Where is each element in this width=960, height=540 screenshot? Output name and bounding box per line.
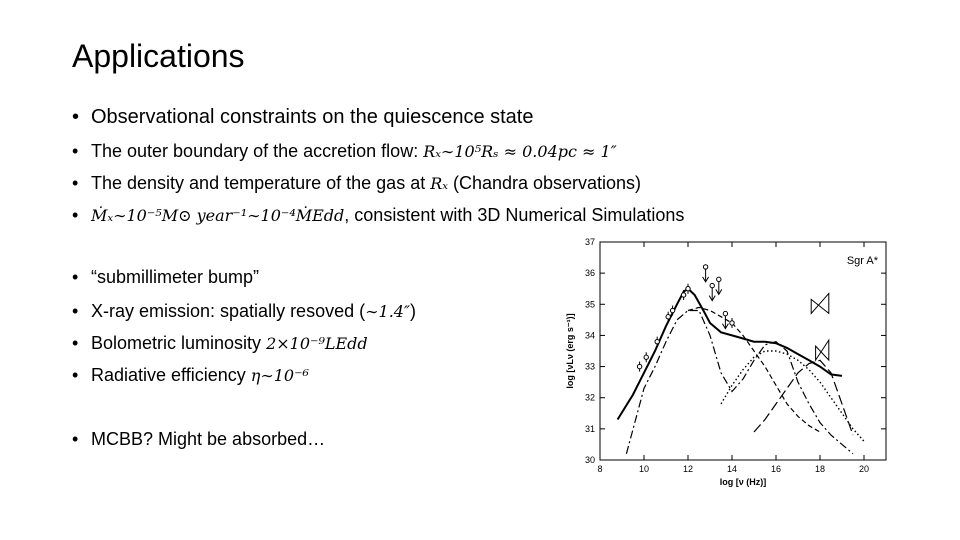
y-tick-label: 36: [584, 268, 595, 279]
series-line-long-dash: [754, 360, 853, 435]
x-tick-label: 8: [597, 464, 603, 474]
sed-chart: [556, 232, 896, 494]
data-point: [655, 339, 659, 343]
upper-limit-point: [703, 265, 707, 269]
data-point: [681, 293, 685, 297]
data-point: [637, 364, 641, 368]
y-tick-label: 31: [584, 423, 595, 434]
bullet-text-2: , consistent with 3D Numerical Simulations: [344, 205, 685, 225]
bullet-text: Bolometric luminosity: [91, 333, 267, 353]
y-axis-label: log [νLν (erg s⁻¹)]: [565, 313, 575, 389]
upper-limit-point: [717, 277, 721, 281]
plot-frame: [600, 242, 886, 460]
upper-limit-point: [723, 311, 727, 315]
y-tick-label: 32: [584, 392, 595, 403]
slide-title: Applications: [72, 38, 245, 74]
xray-bowtie: [811, 293, 829, 313]
x-tick-label: 12: [682, 464, 694, 474]
bullet-text-2: ): [409, 301, 416, 321]
bullet-text: The outer boundary of the accretion flow:: [91, 141, 424, 161]
series-line-solid: [618, 289, 842, 420]
bullet-text: Observational constraints on the quiescence state: [91, 106, 534, 128]
x-tick-label: 10: [638, 464, 650, 474]
bullet-math: η∼10⁻⁶: [250, 366, 309, 385]
data-point: [666, 315, 670, 319]
x-axis-label: log [ν (Hz)]: [719, 477, 767, 487]
bullet-math: Rₓ∼10⁵Rₛ ≈ 0.04pc ≈ 1″: [423, 142, 617, 161]
xray-bowtie: [816, 340, 829, 360]
bullet-text: X-ray emission: spatially resoved (: [91, 301, 366, 321]
data-point: [686, 287, 690, 291]
bullet-text-2: (Chandra observations): [447, 173, 642, 193]
bullet-text: “submillimeter bump”: [91, 267, 260, 287]
bullet-text: The density and temperature of the gas at: [91, 173, 431, 193]
bullet-text: MCBB? Might be absorbed…: [91, 429, 326, 449]
data-point: [730, 321, 734, 325]
x-tick-label: 16: [770, 464, 782, 474]
y-tick-label: 30: [584, 455, 595, 465]
upper-limit-point: [710, 283, 714, 287]
series-line-dashed: [688, 307, 820, 432]
bullet-math: Ṁₓ∼10⁻⁵M⊙ year⁻¹∼10⁻⁴ṀEdd: [91, 206, 345, 225]
data-point: [670, 308, 674, 312]
bullet-text: Radiative efficiency: [91, 365, 251, 385]
y-tick-label: 35: [584, 299, 595, 310]
chart-title: Sgr A*: [846, 255, 878, 267]
data-point: [644, 355, 648, 359]
y-tick-label: 37: [584, 237, 595, 247]
y-tick-label: 34: [584, 330, 595, 341]
series-line-dotted: [721, 351, 864, 441]
bullet-math: Rₓ: [430, 174, 448, 193]
x-tick-label: 14: [726, 464, 738, 474]
bullet-math: ∼1.4″: [365, 302, 410, 321]
y-tick-label: 33: [584, 361, 595, 372]
x-tick-label: 18: [814, 464, 826, 474]
x-tick-label: 20: [858, 464, 870, 474]
bullet-math: 2×10⁻⁹LEdd: [266, 334, 368, 353]
